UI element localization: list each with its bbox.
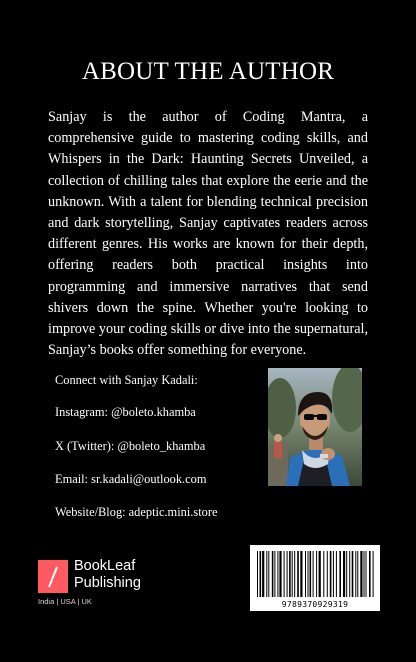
barcode-bar	[279, 551, 281, 597]
barcode-bar	[262, 551, 264, 597]
contact-instagram: Instagram: @boleto.khamba	[55, 405, 196, 419]
barcode-bar	[277, 551, 278, 597]
bookleaf-publishing-logo	[38, 560, 188, 610]
barcode-bar	[319, 551, 321, 597]
publisher-name	[74, 558, 141, 592]
contact-website: Website/Blog: adeptic.mini.store	[55, 505, 218, 519]
publisher-name-line2: Publishing	[74, 575, 141, 591]
about-the-author-heading: ABOUT THE AUTHOR	[81, 58, 335, 85]
author-photo	[268, 368, 362, 486]
barcode-bar	[330, 551, 332, 597]
barcode-bar	[268, 551, 269, 597]
contact-intro: Connect with Sanjay Kadali:	[55, 373, 198, 387]
barcode-bar	[352, 551, 354, 597]
barcode-bar	[272, 551, 274, 597]
barcode-bar	[346, 551, 347, 597]
barcode-bar	[257, 551, 258, 597]
barcode-bar	[336, 551, 337, 597]
barcode-bar	[297, 551, 299, 597]
contact-email: Email: sr.kadali@outlook.com	[55, 472, 207, 486]
barcode-bar	[343, 551, 345, 597]
barcode-bar	[364, 551, 365, 597]
barcode-bar	[360, 551, 362, 597]
barcode-bar	[323, 551, 324, 597]
barcode-bar	[260, 551, 262, 597]
barcode-bar	[349, 551, 350, 597]
barcode-bar	[310, 551, 312, 597]
barcode-bar	[287, 551, 288, 597]
isbn-barcode	[250, 545, 380, 611]
barcode-bar	[316, 551, 317, 597]
barcode-bar	[357, 551, 358, 597]
barcode-bar	[300, 551, 302, 597]
barcode-bar	[373, 551, 374, 597]
barcode-bar	[327, 551, 328, 597]
barcode-bar	[284, 551, 285, 597]
barcode-bar	[308, 551, 309, 597]
barcode-bar	[333, 551, 334, 597]
contact-twitter: X (Twitter): @boleto_khamba	[55, 439, 206, 453]
barcode-bar	[266, 551, 267, 597]
barcode-bar	[313, 551, 314, 597]
publisher-name-line1: BookLeaf	[74, 558, 136, 574]
barcode-bar	[289, 551, 291, 597]
barcode-bar	[369, 551, 371, 597]
barcode-bar	[292, 551, 293, 597]
barcode-bar	[355, 551, 356, 597]
author-bio: Sanjay is the author of Coding Mantra, a comprehensive guide to mastering coding skills, and Whispers in the Dark: Haunting Secrets Unveiled, a collection of chilling tales that explore the eerie and the unknown. With a talent for blending technical precision and dark storytelling, Sanjay captivates readers across different genres. His works are known for their depth, offering readers both practical insights into programming and immersive narratives that send shivers down the spine. Whether you're looking to improve your coding skills or dive into the supernatural, Sanjay’s books offer something for everyone.	[48, 109, 368, 359]
barcode-bar	[274, 551, 275, 597]
barcode-bar	[366, 551, 367, 597]
barcode-bar	[294, 551, 295, 597]
barcode-bar	[339, 551, 341, 597]
bookleaf-slash-icon	[38, 560, 68, 593]
barcode-bar	[305, 551, 306, 597]
publisher-regions: India | USA | UK	[38, 597, 92, 606]
isbn-number: 9789370929319	[281, 600, 349, 609]
